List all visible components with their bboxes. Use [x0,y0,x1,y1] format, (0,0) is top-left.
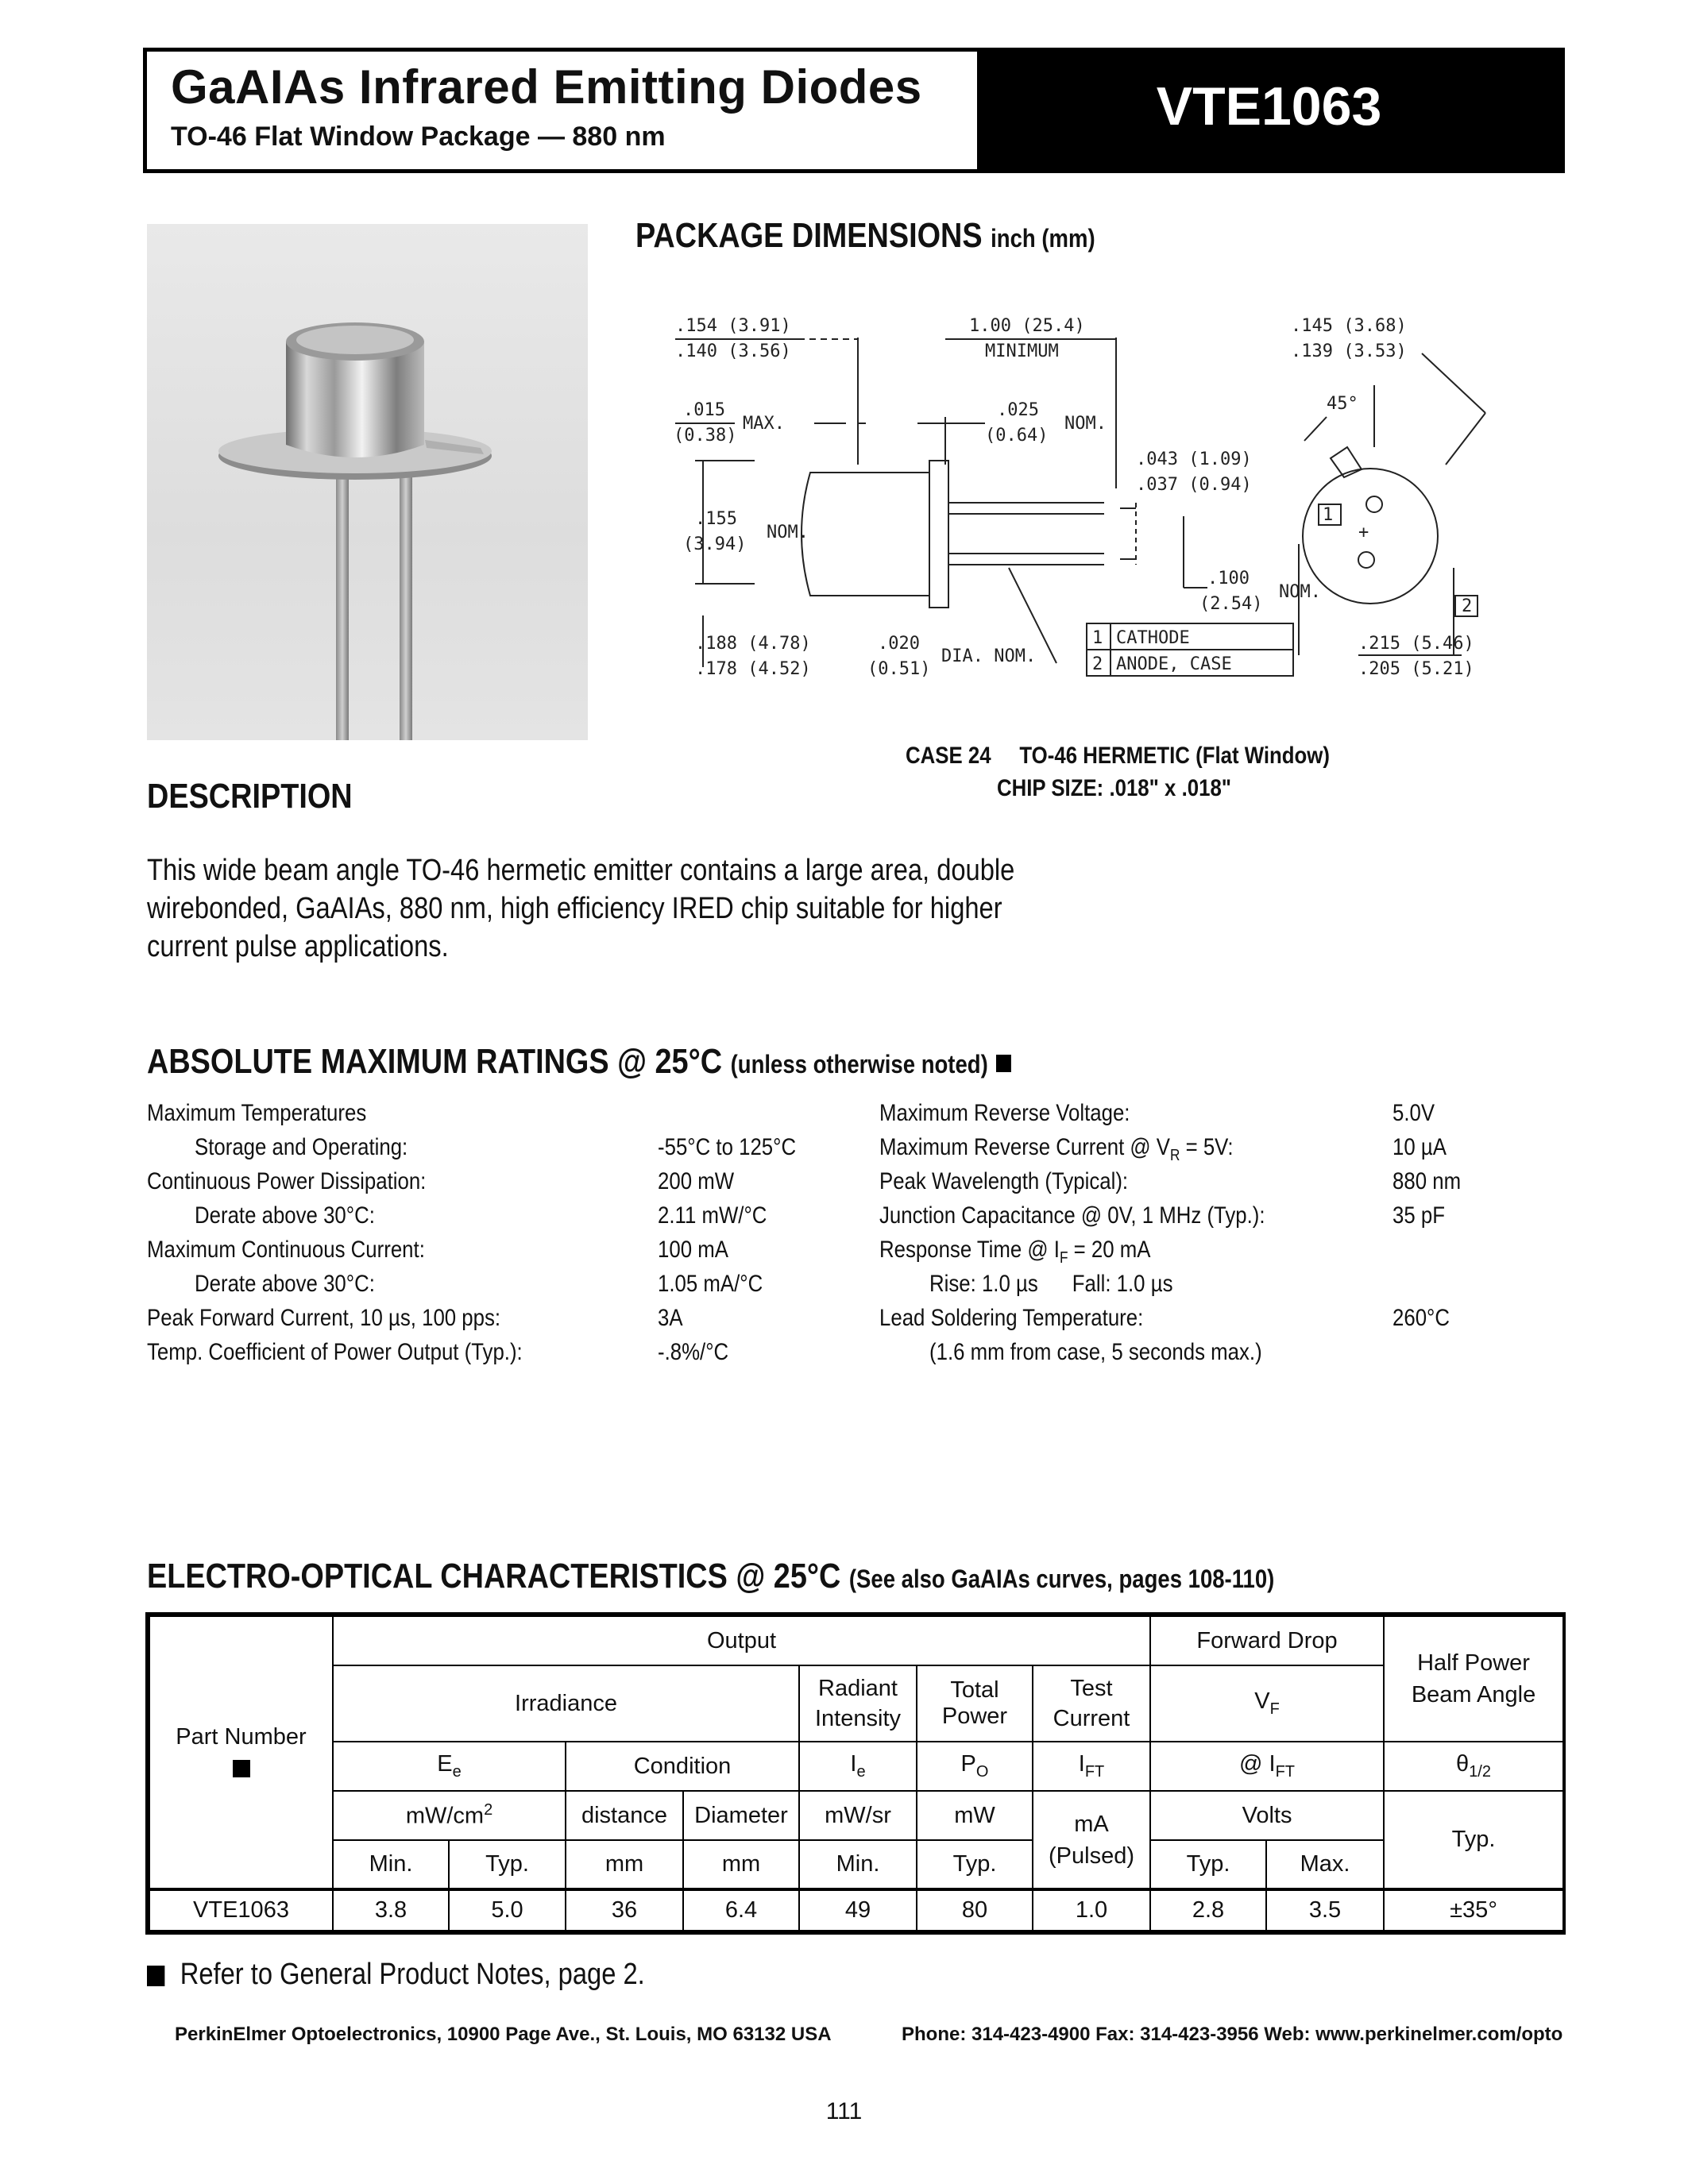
table-cell: 3.5 [1266,1889,1384,1931]
po-subscript: O [975,1762,989,1781]
mwcm-unit [333,1791,566,1840]
dim-label: .139 (3.53) [1291,341,1407,361]
amr-right-label: Rise: 1.0 µs Fall: 1.0 µs [929,1271,1173,1297]
dim-label: .188 (4.78) [695,634,811,654]
ie-symbol: I [850,1751,857,1777]
description-body: This wide beam angle TO-46 hermetic emitter contains a large area, double wirebonded, GaAIAs, 880 nm, high efficiency IRED chip suitable for higher current pulse applications. [147,854,1015,963]
absolute-max-ratings-title [147,1042,1011,1082]
amr-left-label: Derate above 30°C: [195,1271,375,1297]
electro-optical-table-frame [145,1612,1566,1935]
table-cell: 1.0 [1033,1889,1150,1931]
theta-symbol-header [1384,1742,1563,1791]
case-line: CASE 24 TO-46 HERMETIC (Flat Window) [906,743,1330,769]
header-banner [143,48,1565,173]
dim-label: .178 (4.52) [695,659,811,679]
table-cell: 5.0 [449,1889,566,1931]
electro-optical-title [147,1557,1274,1596]
mm-qualifier: mm [566,1840,683,1889]
forward-drop-header: Forward Drop [1150,1616,1384,1665]
amr-left-label: Peak Forward Current, 10 µs, 100 pps: [147,1305,501,1331]
ift-subscript: FT [1084,1762,1105,1781]
amr-left-value: 3A [658,1305,683,1331]
diameter-unit: Diameter [683,1791,799,1840]
label-end: = 20 mA [1068,1237,1151,1263]
mwsr-unit: mW/sr [799,1791,917,1840]
dim-label: DIA. NOM. [941,646,1037,666]
dim-label: .043 (1.09) [1136,450,1252,469]
vf-symbol: V [1254,1688,1270,1715]
ma-pulsed-unit [1033,1791,1150,1889]
electro-optical-table [149,1615,1564,1931]
amr-left-value: 200 mW [658,1168,735,1194]
theta-subscript: 1/2 [1469,1762,1491,1781]
typ-qualifier: Typ. [449,1840,566,1889]
ie-symbol-header [799,1742,917,1791]
table-row [149,1889,1563,1931]
output-header: Output [333,1616,1150,1665]
table-cell: 6.4 [683,1889,799,1931]
amr-right-label: Maximum Reverse Voltage: [879,1100,1130,1126]
mwcm-superscript: 2 [484,1801,493,1819]
theta-symbol: θ [1456,1751,1470,1777]
condition-header: Condition [566,1742,799,1791]
amr-left-label: Maximum Continuous Current: [147,1237,425,1263]
chip-size-line: CHIP SIZE: .018" x .018" [997,775,1232,801]
amr-left-value: -.8%/°C [658,1339,729,1365]
amr-right-label [879,1237,1150,1268]
dim-label: .140 (3.56) [675,341,791,361]
ee-symbol-header [333,1742,566,1791]
dim-label: 1.00 (25.4) [969,316,1085,336]
amr-right-value: 880 nm [1393,1168,1462,1194]
pulsed-text: (Pulsed) [1049,1843,1135,1869]
table-cell: 36 [566,1889,683,1931]
note-text: Refer to General Product Notes, page 2. [180,1958,645,1991]
irradiance-header: Irradiance [333,1665,799,1742]
label-end: = 5V: [1180,1134,1234,1160]
vf-header [1150,1665,1384,1742]
amr-right-label: Peak Wavelength (Typical): [879,1168,1129,1194]
amr-left-value: 1.05 mA/°C [658,1271,763,1297]
eoc-title-note: (See also GaAIAs curves, pages 108-110) [848,1565,1275,1593]
ee-subscript: e [452,1762,462,1781]
table-cell: 2.8 [1150,1889,1266,1931]
amr-left-label: Continuous Power Dissipation: [147,1168,427,1194]
amr-right-label: Junction Capacitance @ 0V, 1 MHz (Typ.): [879,1202,1265,1229]
diode-photo-illustration [147,224,588,740]
dim-label: .155 [695,509,737,529]
typ-qualifier: Typ. [917,1840,1033,1889]
product-photo [147,224,588,740]
test-current-header: Test Current [1033,1665,1150,1742]
pin2-name: ANODE, CASE [1116,654,1232,674]
mw-unit: mW [917,1791,1033,1840]
min-qualifier: Min. [799,1840,917,1889]
document-subtitle: TO-46 Flat Window Package — 880 nm [171,122,666,152]
amr-right-value: 260°C [1393,1305,1450,1331]
plus-sign: + [1358,523,1369,542]
amr-left-value: 2.11 mW/°C [658,1202,767,1229]
amr-left-value: -55°C to 125°C [658,1134,797,1160]
amr-right-value: 5.0V [1393,1100,1435,1126]
amr-left-value: 100 mA [658,1237,728,1263]
part-number-header [149,1616,333,1889]
max-qualifier: Max. [1266,1840,1384,1889]
dim-label: NOM. [767,523,809,542]
eoc-title-text: ELECTRO-OPTICAL CHARACTERISTICS @ 25°C [147,1557,841,1596]
page-number: 111 [825,2098,863,2124]
amr-left-label: Temp. Coefficient of Power Output (Typ.): [147,1339,523,1365]
pin2-number: 2 [1092,654,1103,674]
dim-label: (0.64) [985,426,1049,446]
dim-label: NOM. [1064,414,1107,434]
footer-address: PerkinElmer Optoelectronics, 10900 Page Ave., St. Louis, MO 63132 USA [175,2024,832,2045]
amr-right-label [879,1134,1234,1165]
amr-title-text: ABSOLUTE MAXIMUM RATINGS @ 25°C [147,1042,723,1081]
at-ift-subscript: FT [1275,1762,1296,1781]
ift-symbol: I [1078,1751,1085,1777]
package-title-text: PACKAGE DIMENSIONS [635,216,983,255]
dim-label: MAX. [743,414,785,434]
dim-label: MINIMUM [985,341,1059,361]
po-symbol-header [917,1742,1033,1791]
dim-label: .154 (3.91) [675,316,791,336]
typ-unit: Typ. [1384,1791,1563,1889]
half-power-header: Half Power Beam Angle [1384,1616,1563,1742]
dim-label: .020 [878,634,920,654]
ie-subscript: e [856,1762,866,1781]
note-square-icon [996,1055,1011,1072]
pin1-tag: 1 [1323,505,1334,525]
dim-label: .025 [997,400,1039,420]
radiant-intensity-header: Radiant Intensity [799,1665,917,1742]
total-power-header: Total Power [917,1665,1033,1742]
mm-qualifier: mm [683,1840,799,1889]
amr-right-value: 10 µA [1393,1134,1447,1160]
po-symbol: P [960,1751,976,1777]
vf-subscript: F [1269,1700,1280,1718]
footer-contact: Phone: 314-423-4900 Fax: 314-423-3956 Web: www.perkinelmer.com/opto [902,2024,1563,2045]
dim-label: (2.54) [1199,594,1263,614]
pin2-tag: 2 [1462,596,1473,616]
table-cell: ±35° [1384,1889,1563,1931]
description-title: DESCRIPTION [147,777,353,816]
amr-left-label: Maximum Temperatures [147,1100,367,1126]
amr-right-label: (1.6 mm from case, 5 seconds max.) [929,1339,1262,1365]
at-ift-header [1150,1742,1384,1791]
label-text: Response Time @ I [879,1237,1060,1263]
at-ift-symbol: @ I [1239,1751,1276,1777]
document-title: GaAIAs Infrared Emitting Diodes [171,60,922,114]
dim-label: .145 (3.68) [1291,316,1407,336]
part-number-banner [977,52,1561,169]
amr-left-label: Derate above 30°C: [195,1202,375,1229]
label-subscript: R [1169,1147,1180,1164]
label-subscript: F [1059,1249,1068,1267]
amr-right-value: 35 pF [1393,1202,1445,1229]
dim-label: (3.94) [683,534,747,554]
dim-label: .215 (5.46) [1358,634,1474,654]
typ-qualifier: Typ. [1150,1840,1266,1889]
ma-text: mA [1074,1811,1109,1837]
note-square-icon [147,1966,164,1986]
distance-unit: distance [566,1791,683,1840]
general-note [147,1958,645,1992]
dim-label: .015 [683,400,725,420]
table-cell: VTE1063 [149,1889,333,1931]
dim-label: .037 (0.94) [1136,475,1252,495]
pin1-name: CATHODE [1116,628,1190,648]
dim-label: (0.51) [867,659,931,679]
min-qualifier: Min. [333,1840,449,1889]
package-units: inch (mm) [991,224,1095,253]
header-title-area [147,52,977,169]
note-square-icon [233,1760,250,1777]
ift-symbol-header [1033,1742,1150,1791]
part-number-header-text: Part Number [176,1723,307,1750]
amr-title-note: (unless otherwise noted) [730,1050,988,1078]
ee-symbol: E [437,1751,453,1777]
volts-unit: Volts [1150,1791,1384,1840]
package-drawing [659,306,1493,687]
pin1-number: 1 [1092,628,1103,648]
label-text: Maximum Reverse Current @ V [879,1134,1170,1160]
amr-right-label: Lead Soldering Temperature: [879,1305,1144,1331]
package-dimension-diagram [659,306,1493,687]
amr-left-label: Storage and Operating: [195,1134,408,1160]
dim-label: (0.38) [674,426,737,446]
mwcm-text: mW/cm [405,1803,485,1829]
dim-label: NOM. [1279,582,1321,602]
dim-label: 45° [1327,394,1358,414]
table-cell: 80 [917,1889,1033,1931]
table-cell: 3.8 [333,1889,449,1931]
package-dimensions-title [635,216,1095,256]
table-cell: 49 [799,1889,917,1931]
dim-label: .205 (5.21) [1358,659,1474,679]
part-number-title: VTE1063 [1156,76,1382,137]
dim-label: .100 [1207,569,1250,588]
